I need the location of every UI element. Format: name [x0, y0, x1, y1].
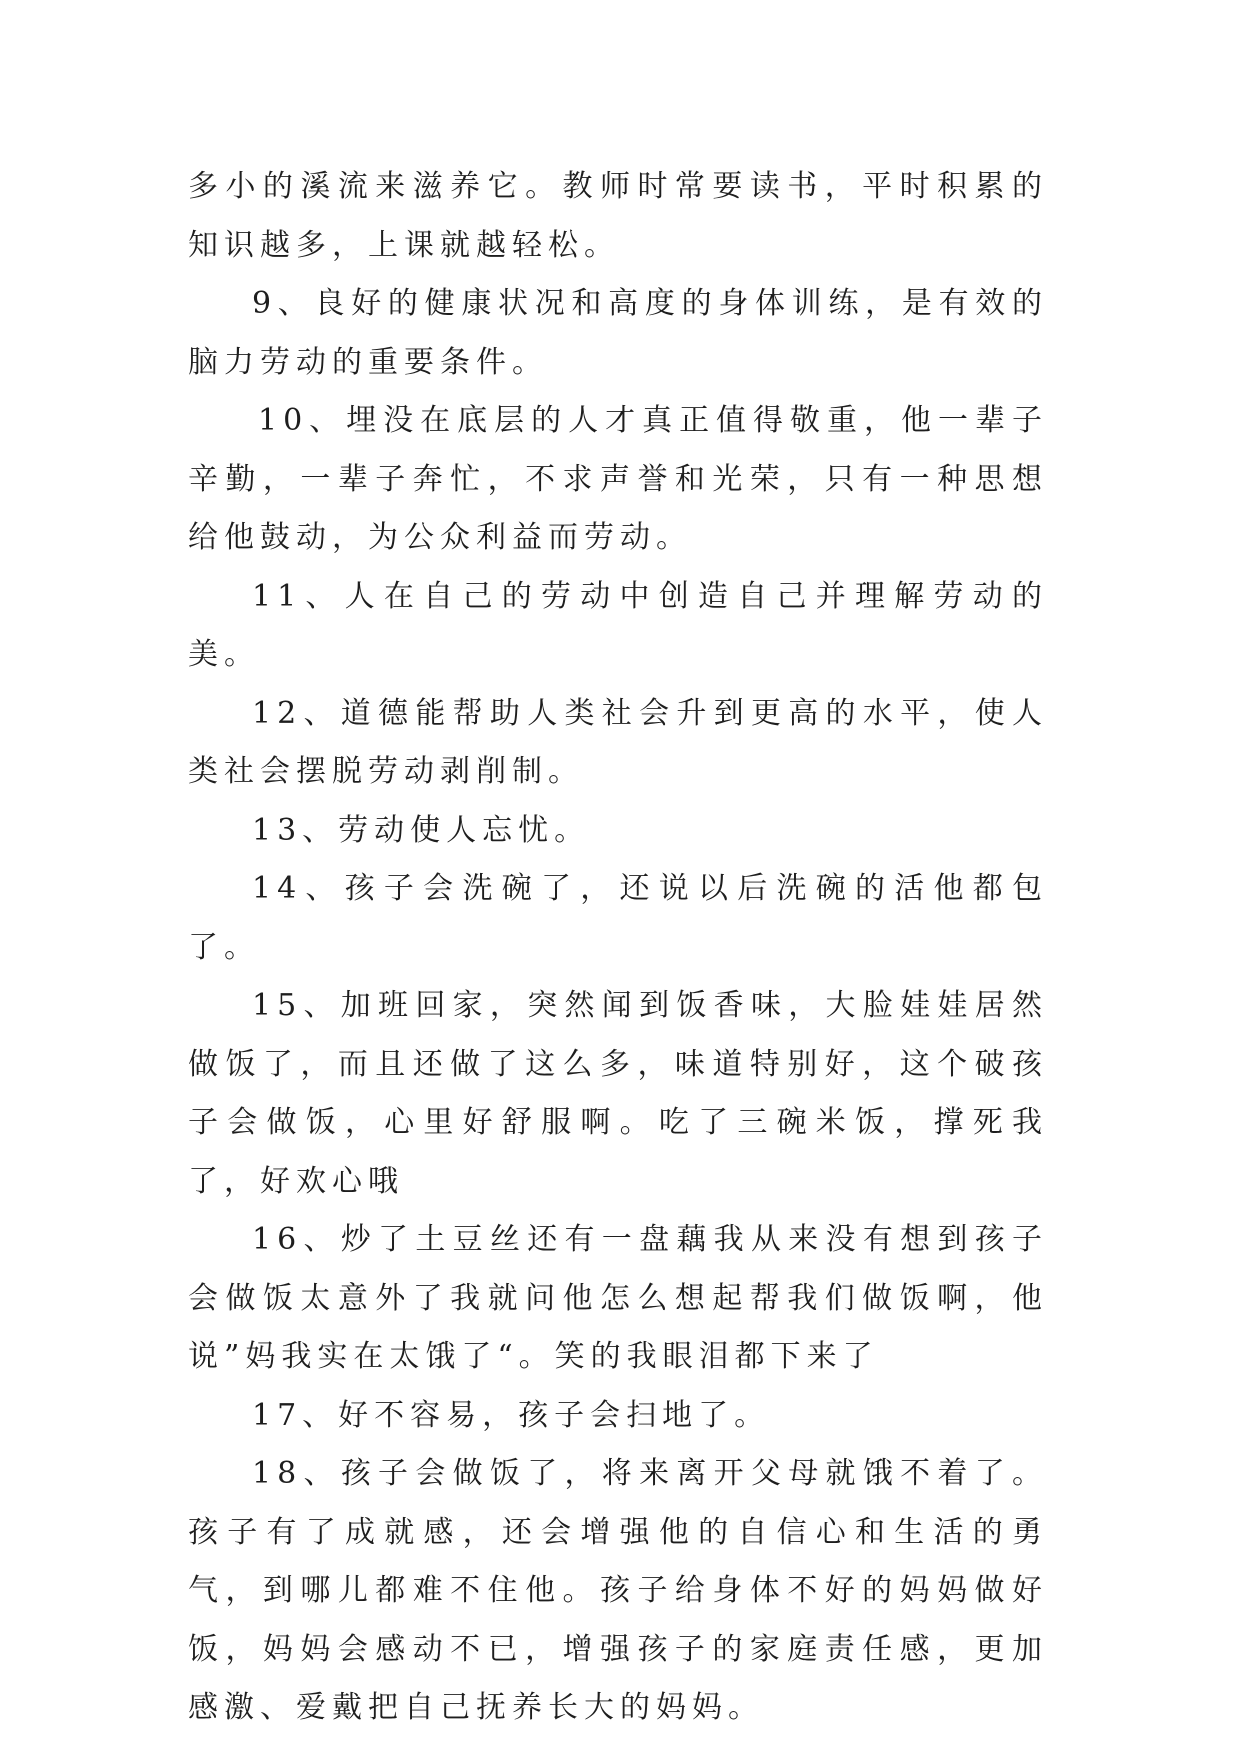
- paragraph-item-11: 11、人在自己的劳动中创造自己并理解劳动的美。: [188, 578, 1048, 672]
- paragraph-item-9: 9、良好的健康状况和高度的身体训练，是有效的脑力劳动的重要条件。: [188, 286, 1048, 380]
- paragraph-continuation: 多小的溪流来滋养它。教师时常要读书，平时积累的知识越多，上课就越轻松。: [188, 169, 1048, 263]
- paragraph-item-18: 18、孩子会做饭了，将来离开父母就饿不着了。孩子有了成就感，还会增强他的自信心和生活的勇气，到哪儿都难不住他。孩子给身体不好的妈妈做好饭，妈妈会感动不已，增强孩子的家庭责任感，更加感激、爱戴把自己抚养长大的妈妈。: [188, 1456, 1048, 1725]
- paragraph-item-12: 12、道德能帮助人类社会升到更高的水平，使人类社会摆脱劳动剥削制。: [188, 695, 1048, 789]
- paragraph-item-17: 17、好不容易，孩子会扫地了。: [252, 1397, 771, 1433]
- paragraph-item-16: 16、炒了土豆丝还有一盘藕我从来没有想到孩子会做饭太意外了我就问他怎么想起帮我们做饭啊，他说”妈我实在太饿了“。笑的我眼泪都下来了: [188, 1222, 1048, 1374]
- document-body: [188, 158, 1048, 1738]
- paragraph-item-13: 13、劳动使人忘忧。: [252, 812, 591, 848]
- paragraph-item-10: 10、埋没在底层的人才真正值得敬重，他一辈子辛勤，一辈子奔忙，不求声誉和光荣，只有一种思想给他鼓动，为公众利益而劳动。: [188, 403, 1048, 555]
- paragraph-item-15: 15、加班回家，突然闻到饭香味，大脸娃娃居然做饭了，而且还做了这么多，味道特别好，这个破孩子会做饭，心里好舒服啊。吃了三碗米饭，撑死我了，好欢心哦: [188, 988, 1048, 1199]
- paragraph-item-14: 14、孩子会洗碗了，还说以后洗碗的活他都包了。: [188, 871, 1048, 965]
